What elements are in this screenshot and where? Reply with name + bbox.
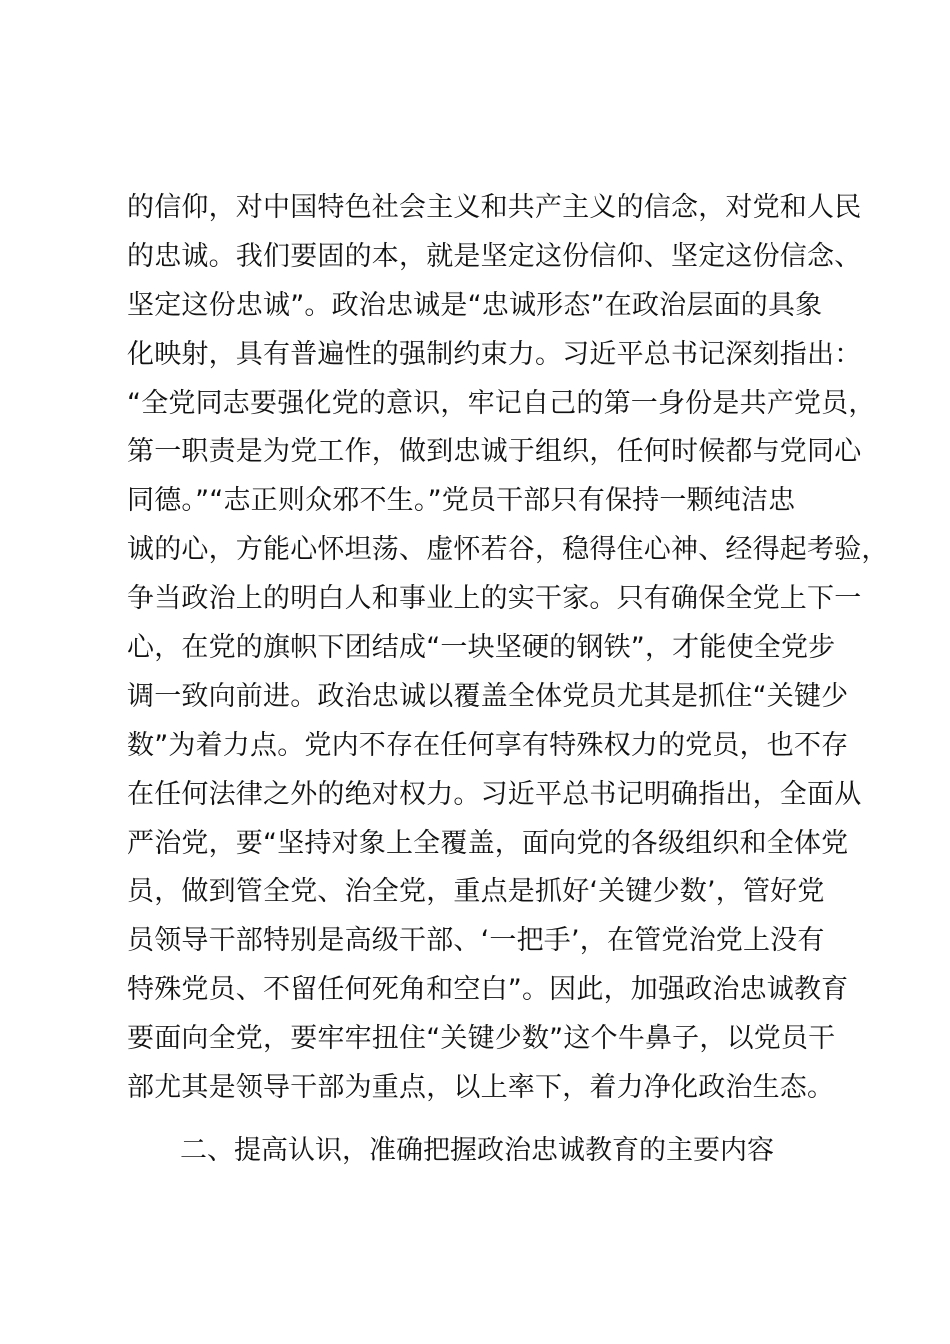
text-line: 的信仰，对中国特色社会主义和共产主义的信念，对党和人民 <box>127 192 862 223</box>
text-line: 同德。”“志正则众邪不生。”党员干部只有保持一颗纯洁忠 <box>127 485 796 517</box>
body-paragraph <box>127 184 889 1113</box>
text-line: 在任何法律之外的绝对权力。习近平总书记明确指出，全面从 <box>127 778 862 810</box>
text-line: “全党同志要强化党的意识，牢记自己的第一身份是共产党员， <box>127 387 876 419</box>
text-line: 要面向全党，要牢牢扭住“关键少数”这个牛鼻子，以党员干 <box>127 1023 836 1055</box>
text-line: 坚定这份忠诚”。政治忠诚是“忠诚形态”在政治层面的具象 <box>127 289 823 321</box>
text-line: 部尤其是领导干部为重点，以上率下，着力净化政治生态。 <box>127 1072 835 1104</box>
text-line: 心，在党的旗帜下团结成“一块坚硬的钢铁”，才能使全党步 <box>127 632 836 664</box>
text-line: 员，做到管全党、治全党，重点是抓好‘关键少数’，管好党 <box>127 876 825 908</box>
text-line: 严治党，要“坚持对象上全覆盖，面向党的各级组织和全体党 <box>127 827 849 859</box>
text-line: 争当政治上的明白人和事业上的实干家。只有确保全党上下一 <box>127 583 862 615</box>
text-line: 第一职责是为党工作，做到忠诚于组织，任何时候都与党同心 <box>127 436 862 468</box>
text-line: 数”为着力点。党内不存在任何享有特殊权力的党员，也不存 <box>127 729 849 761</box>
text-line: 员领导干部特别是高级干部、‘一把手’，在管党治党上没有 <box>127 925 825 957</box>
text-line: 的忠诚。我们要固的本，就是坚定这份信仰、坚定这份信念、 <box>127 240 862 272</box>
text-line: 特殊党员、不留任何死角和空白”。因此，加强政治忠诚教育 <box>127 974 849 1006</box>
text-line: 化映射，具有普遍性的强制约束力。习近平总书记深刻指出： <box>127 338 862 370</box>
text-line: 调一致向前进。政治忠诚以覆盖全体党员尤其是抓住“关键少 <box>127 680 849 712</box>
text-line: 诚的心，方能心怀坦荡、虚怀若谷，稳得住心神、经得起考验， <box>127 534 889 566</box>
section-heading: 二、提高认识，准确把握政治忠诚教育的主要内容 <box>180 1135 774 1166</box>
